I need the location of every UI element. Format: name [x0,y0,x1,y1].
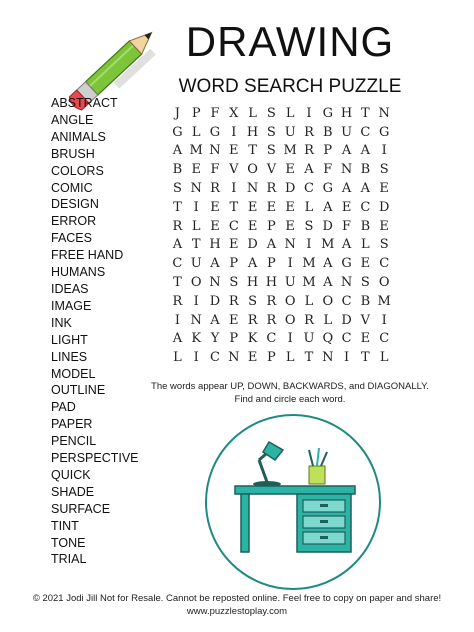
grid-letter[interactable]: P [267,256,276,272]
grid-letter[interactable]: I [193,199,199,215]
grid-letter[interactable]: C [266,331,277,347]
grid-letter[interactable]: L [285,105,295,121]
grid-letter[interactable]: N [246,181,259,197]
word-list-item: COMIC [51,180,93,195]
grid-letter[interactable]: E [341,199,352,215]
grid-letter[interactable]: I [174,312,180,328]
instructions-line-2: Find and circle each word. [234,393,346,405]
grid-letter[interactable]: C [379,256,390,272]
grid-letter[interactable]: G [322,105,333,121]
grid-letter[interactable]: A [341,143,352,159]
word-list-item: ERROR [51,214,97,229]
grid-letter[interactable]: G [322,181,333,197]
grid-letter[interactable]: G [341,256,352,272]
grid-letter[interactable]: T [229,199,239,215]
grid-letter[interactable]: Q [322,331,334,347]
website-link[interactable]: www.puzzlestoplay.com [186,606,288,617]
grid-letter[interactable]: S [266,143,276,159]
grid-letter[interactable]: L [304,293,314,309]
grid-letter[interactable]: P [267,218,276,234]
grid-letter[interactable]: N [378,105,390,121]
grid-letter[interactable]: E [247,218,258,234]
footer [0,592,474,618]
grid-letter[interactable]: P [323,143,333,159]
grid-letter[interactable]: L [361,237,370,253]
grid-letter[interactable]: D [209,293,221,309]
grid-letter[interactable]: E [210,199,220,215]
grid-letter[interactable]: C [341,293,352,309]
grid-letter[interactable]: N [228,350,240,366]
grid-letter[interactable]: B [172,162,183,178]
word-list-item: PENCIL [51,434,97,449]
grid-letter[interactable]: T [173,275,182,291]
grid-letter[interactable]: E [210,218,220,234]
grid-letter[interactable]: N [340,275,353,291]
grid-letter[interactable]: S [360,275,370,291]
grid-letter[interactable]: N [190,181,202,197]
grid-letter[interactable]: O [378,275,390,291]
grid-letter[interactable]: L [323,312,333,328]
grid-letter[interactable]: D [378,199,390,215]
grid-letter[interactable]: L [285,350,295,366]
grid-letter[interactable]: N [284,237,296,253]
grid-letter[interactable]: C [360,199,371,215]
grid-letter[interactable]: B [360,218,371,234]
grid-letter[interactable]: A [323,199,333,215]
grid-letter[interactable]: A [323,256,333,272]
grid-letter[interactable]: P [267,350,276,366]
grid-letter[interactable]: E [191,162,201,178]
word-list-item: SURFACE [51,501,111,516]
letter-grid [168,104,394,367]
grid-letter[interactable]: R [266,181,277,197]
grid-letter[interactable]: H [265,275,278,291]
grid-letter[interactable]: L [248,105,257,121]
grid-letter[interactable]: S [266,105,276,121]
grid-letter[interactable]: I [287,331,293,347]
word-list-item: LINES [51,349,88,364]
grid-letter[interactable]: E [360,256,371,272]
grid-letter[interactable]: D [341,312,352,328]
grid-letter[interactable]: A [341,181,352,197]
grid-letter[interactable]: E [379,218,389,234]
grid-letter[interactable]: L [304,199,314,215]
grid-letter[interactable]: S [266,124,276,140]
grid-letter[interactable]: L [191,218,201,234]
grid-letter[interactable]: T [191,237,201,253]
grid-letter[interactable]: A [172,331,183,347]
grid-letter[interactable]: I [231,181,237,197]
grid-letter[interactable]: I [381,312,387,328]
grid-letter[interactable]: L [379,350,389,366]
word-list-item: TONE [51,535,86,550]
grid-letter[interactable]: O [284,293,296,309]
grid-letter[interactable]: N [190,312,202,328]
grid-letter[interactable]: I [193,350,199,366]
word-list-item: ANIMALS [51,129,106,144]
grid-letter[interactable]: E [285,199,295,215]
grid-letter[interactable]: R [210,181,220,197]
grid-letter[interactable]: N [209,275,221,291]
grid-letter[interactable]: U [284,275,296,291]
grid-letter[interactable]: E [285,162,295,178]
word-list-item: DESIGN [51,197,99,212]
grid-letter[interactable]: O [190,275,202,291]
word-list-item: FACES [51,231,92,246]
grid-letter[interactable]: E [247,350,258,366]
grid-letter[interactable]: U [341,124,353,140]
grid-letter[interactable]: H [209,237,221,253]
grid-letter[interactable]: M [283,143,297,159]
grid-letter[interactable]: D [284,181,296,197]
grid-letter[interactable]: G [172,124,183,140]
word-list-item: ANGLE [51,112,94,127]
grid-letter[interactable]: H [246,275,259,291]
word-list-item: QUICK [51,467,91,482]
grid-letter[interactable]: G [378,124,390,140]
grid-letter[interactable]: P [229,256,239,272]
grid-letter[interactable]: E [266,199,277,215]
grid-letter[interactable]: B [360,293,371,309]
grid-letter[interactable]: N [340,162,353,178]
word-list-item: IMAGE [51,298,92,313]
grid-letter[interactable]: R [172,293,183,309]
grid-letter[interactable]: F [210,162,220,178]
grid-letter[interactable]: F [342,218,352,234]
grid-letter[interactable]: T [173,199,182,215]
desk-lamp-icon [225,440,365,560]
grid-letter[interactable]: C [341,331,352,347]
grid-letter[interactable]: U [284,124,296,140]
grid-letter[interactable]: T [248,143,257,159]
grid-letter[interactable]: I [287,256,293,272]
word-list-item: ABSTRACT [51,96,118,110]
grid-letter[interactable]: G [209,124,221,140]
word-list-item: HUMANS [51,265,106,280]
grid-letter[interactable]: R [172,218,183,234]
instructions-line-1: The words appear UP, DOWN, BACKWARDS, and DIAGONALLY. [151,381,429,392]
grid-letter[interactable]: M [302,275,316,291]
grid-letter[interactable]: I [344,350,350,366]
grid-letter[interactable]: A [323,275,333,291]
word-list-item: COLORS [51,163,104,178]
grid-letter[interactable]: T [361,105,370,121]
grid-letter[interactable]: R [304,124,314,140]
page-subtitle: WORD SEARCH PUZZLE [178,76,402,97]
word-list-item: PAD [51,400,76,415]
word-list-item: MODEL [51,366,96,381]
grid-letter[interactable]: M [302,256,316,272]
grid-letter[interactable]: E [360,331,371,347]
grid-letter[interactable]: N [209,143,221,159]
grid-letter[interactable]: A [266,237,277,253]
grid-letter[interactable]: V [360,312,371,328]
grid-letter[interactable]: M [321,237,335,253]
word-list-item: OUTLINE [51,383,106,398]
grid-letter[interactable]: A [172,237,183,253]
word-list-item: FREE HAND [51,248,124,263]
grid-letter[interactable]: E [379,181,389,197]
word-list-item: BRUSH [51,146,95,161]
grid-letter[interactable]: I [381,143,387,159]
grid-letter[interactable]: S [172,181,182,197]
instructions [150,381,430,406]
grid-letter[interactable]: T [304,350,314,366]
grid-letter[interactable]: A [210,312,220,328]
grid-letter[interactable]: C [172,256,183,272]
grid-letter[interactable]: B [360,162,371,178]
grid-letter[interactable]: C [228,218,239,234]
grid-letter[interactable]: O [322,293,334,309]
grid-letter[interactable]: N [322,350,334,366]
word-list-item: SHADE [51,484,95,499]
grid-letter[interactable]: I [306,237,312,253]
grid-letter[interactable]: U [190,256,202,272]
grid-letter[interactable]: S [248,293,258,309]
grid-letter[interactable]: T [361,350,370,366]
grid-letter[interactable]: E [229,143,239,159]
grid-letter[interactable]: E [229,312,239,328]
word-list-item: PAPER [51,417,93,432]
grid-letter[interactable]: B [322,124,333,140]
grid-letter[interactable]: V [229,162,239,178]
word-list-item: IDEAS [51,281,89,296]
grid-letter[interactable]: S [379,162,389,178]
grid-letter[interactable]: F [323,162,333,178]
grid-letter[interactable]: A [360,181,371,197]
grid-letter[interactable]: H [340,105,353,121]
grid-letter[interactable]: A [341,237,352,253]
grid-letter[interactable]: A [210,256,220,272]
grid-letter[interactable]: P [191,105,201,121]
word-list-item: TRIAL [51,552,87,567]
grid-letter[interactable]: S [304,218,314,234]
grid-letter[interactable]: S [379,237,389,253]
grid-letter[interactable]: R [304,312,314,328]
grid-letter[interactable]: E [229,237,239,253]
grid-letter[interactable]: O [247,162,258,178]
grid-letter[interactable]: K [191,331,202,347]
grid-letter[interactable]: L [191,124,201,140]
grid-letter[interactable]: P [229,331,239,347]
grid-letter[interactable]: R [266,312,277,328]
grid-letter[interactable]: A [304,162,314,178]
grid-letter[interactable]: X [229,105,239,121]
word-list-item: LIGHT [51,332,88,347]
grid-letter[interactable]: C [360,124,371,140]
grid-letter[interactable]: C [210,350,220,366]
grid-letter[interactable]: R [228,293,239,309]
grid-letter[interactable]: E [285,218,295,234]
grid-letter[interactable]: E [247,199,258,215]
grid-letter[interactable]: L [173,350,182,366]
grid-letter[interactable]: I [231,124,237,140]
grid-letter[interactable]: J [174,105,180,121]
copyright-text: © 2021 Jodi Jill Not for Resale. Cannot be reposted online. Feel free to copy on paper and share! [32,593,442,604]
grid-letter[interactable]: D [322,218,333,234]
grid-letter[interactable]: A [247,256,258,272]
grid-letter[interactable]: R [266,293,277,309]
grid-letter[interactable]: C [304,181,314,197]
grid-letter[interactable]: U [303,331,315,347]
grid-letter[interactable]: F [210,105,220,121]
grid-letter[interactable]: K [247,331,258,347]
grid-letter[interactable]: A [360,143,371,159]
grid-letter[interactable]: V [266,162,277,178]
grid-letter[interactable]: I [306,105,312,121]
grid-letter[interactable]: D [247,237,258,253]
grid-letter[interactable]: M [189,143,203,159]
grid-letter[interactable]: A [172,143,183,159]
grid-letter[interactable]: O [284,312,296,328]
grid-letter[interactable]: R [247,312,258,328]
grid-letter[interactable]: H [246,124,259,140]
word-list [51,95,139,568]
grid-letter[interactable]: M [377,293,391,309]
word-list-item: TINT [51,518,79,533]
grid-letter[interactable]: Y [210,331,220,347]
page-title: DRAWING [185,18,395,65]
word-list-item: INK [51,315,72,330]
grid-letter[interactable]: R [304,143,314,159]
grid-letter[interactable]: S [229,275,239,291]
grid-letter[interactable]: C [379,331,390,347]
word-list-item: PERSPECTIVE [51,451,139,466]
grid-letter[interactable]: I [193,293,199,309]
